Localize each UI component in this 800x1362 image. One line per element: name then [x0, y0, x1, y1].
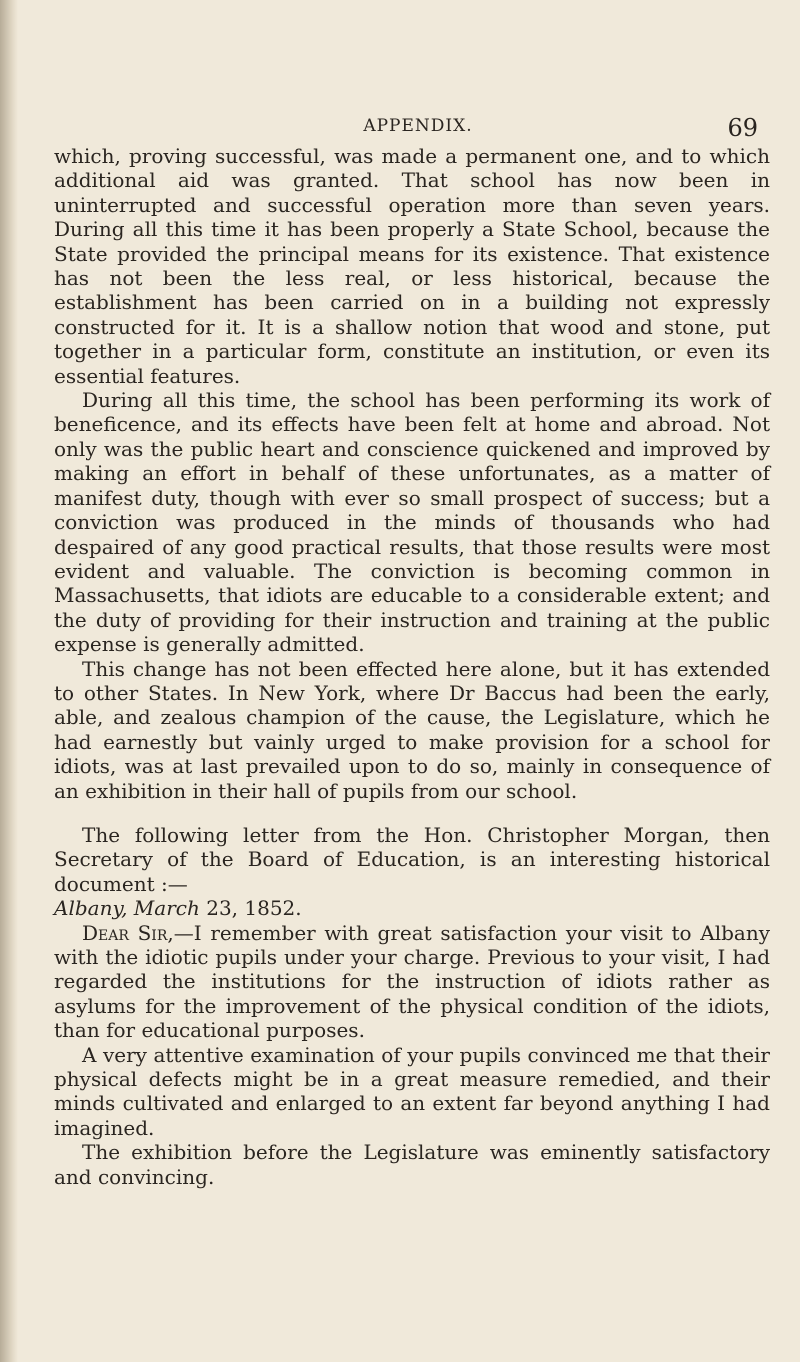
- letter-dateline: [54, 896, 770, 920]
- page-body: [54, 144, 770, 1189]
- letter-salutation: Dear Sir,: [82, 920, 174, 945]
- page-number: 69: [727, 114, 758, 142]
- paragraph-beneficence: During all this time, the school has been performing its work of beneficence, and its effects have been felt at home and abroad. Not only was the public heart and conscience quickened and improved by making an effort in behalf of these unfortunates, as a matter of manifest duty, though with ever so small prospect of success; but a conviction was produced in the minds of thousands who had despaired of any good practical results, that those results were most evident and valuable. The conviction is becoming common in Massachusetts, that idiots are educable to a considerable extent; and the duty of providing for their instruction and training at the public expense is generally admitted.: [54, 388, 770, 657]
- letter-paragraph-3: The exhibition before the Legislature was eminently satisfactory and convincing.: [54, 1140, 770, 1189]
- letter-paragraph-2: A very attentive examination of your pupils convinced me that their physical defects might be in a great measure remedied, and their minds cultivated and enlarged to an extent far beyond anything I had imagined.: [54, 1042, 770, 1140]
- book-gutter-shadow: [0, 0, 18, 1362]
- page-header: [78, 114, 758, 144]
- paragraph-continued: which, proving successful, was made a permanent one, and to which additional aid was granted. That school has now been in uninterrupted and successful operation more than seven years. During all this time it has been properly a State School, because the State provided the principal means for its existence. That existence has not been the less real, or less historical, because the establishment has been carried on in a building not expressly constructed for it. It is a shallow notion that wood and stone, put together in a particular form, constitute an institution, or even its essential features.: [54, 144, 770, 388]
- paragraph-letter-intro: The following letter from the Hon. Christopher Morgan, then Secretary of the Board of Education, is an interesting historical document :—: [54, 822, 770, 896]
- letter-paragraph-1-text: —I remember with great satisfaction your visit to Albany with the idiotic pupils under your charge. Previous to your visit, I had regarded the institutions for the instruction of idiots rather as asylums for the improvement of the physical condition of the idiots, than for educational purposes.: [54, 920, 770, 1043]
- dateline-place: Albany, March: [54, 896, 200, 921]
- dateline-date: 23, 1852.: [199, 896, 302, 921]
- letter-paragraph-1: [54, 921, 770, 1043]
- running-head: APPENDIX.: [363, 116, 473, 136]
- paragraph-new-york: This change has not been effected here alone, but it has extended to other States. In New York, where Dr Baccus had been the early, able, and zealous champion of the cause, the Legislature, which he had earnestly but vainly urged to make provision for a school for idiots, was at last prevailed upon to do so, mainly in consequence of an exhibition in their hall of pupils from our school.: [54, 656, 770, 803]
- paragraph-gap: [54, 803, 770, 823]
